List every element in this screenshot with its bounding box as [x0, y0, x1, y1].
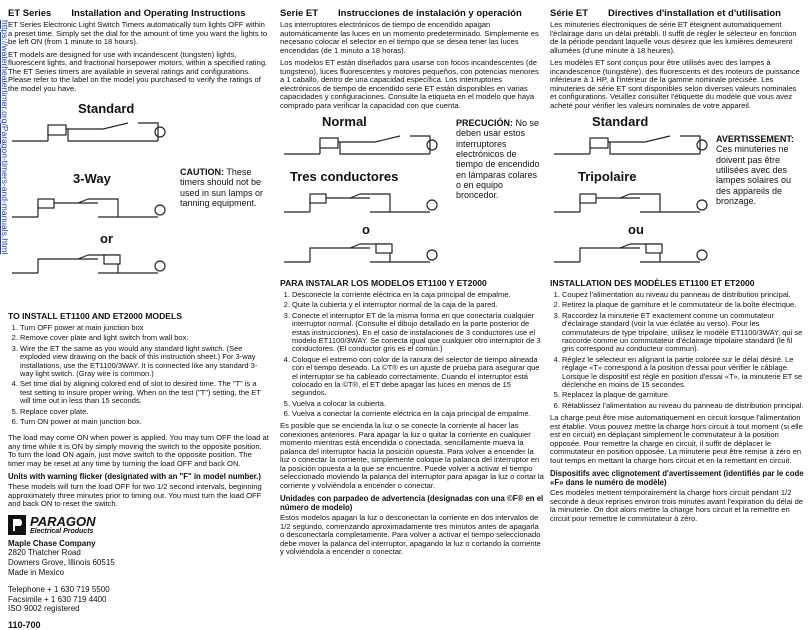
spanish-step-3: 3. Conecte el interruptor ET de la misma forma en que conectaría cualquier interruptor normal. (Consulte el dibujo detallado en la parte posterior de estas instrucciones). En el caso de instalaciones de 3 conductores use el modelo ET1100/3WAY. Se conecta igual que cualquier otro interruptor de 3 conductores. (El conductor gris es el común.)	[292, 312, 544, 354]
french-flicker-text: Ces modèles mettent temporairement la charge hors circuit pendant 1/2 seconde à deux reprises environ trois minutes avant l'expiration du délai de la minuterie. On doit alors mettre la charge hors circuit et la remettre en circuit pour remettre le commutateur à zéro.	[550, 488, 804, 523]
paragon-logo	[8, 515, 270, 535]
spanish-step-1: 1. Desconecte la corriente eléctrica en la caja principal de empalme.	[292, 291, 544, 299]
diagram-standard-label: Standard	[78, 101, 135, 116]
diagram-o-label: o	[362, 222, 370, 237]
english-step-3: 3. Wire the ET the same as you would any standard light switch. (See exploded view drawing on the back of this instruction sheet.) For 3-way installations, use the ET1100/3WAY. It is connected like any standard 3-way light switch. (Gray wire is common.)	[20, 345, 270, 379]
diagram-normal-label: Normal	[322, 114, 367, 129]
diagram-3way-label: 3-Way	[73, 171, 111, 186]
spanish-flicker-text: Estos modelos apagan la luz o desconectan la corriente en dos intervalos de 1/2 segundo, comenzando aproximadamente tres minutos antes de apagarla o desconectarla completamente. Para volver a activar el tiempo seleccionado debe mover la palanca del interruptor, apagando la luz o cortando la corriente y volviéndola a encender o conectar.	[280, 513, 541, 557]
spanish-step-4: 4. Coloque el extremo con color de la ranura del selector de tiempo alineada con el tiempo deseado. La ©T® es un ajuste de prueba para asegurar que el interruptor se ha cableado correctamente. Cuando el interruptor está colocado en la ©T®, el ET debe apagar las luces en menos de 15 segundos.	[292, 356, 544, 398]
french-install-heading: INSTALLATION DES MODÈLES ET1100 ET ET2000	[550, 278, 755, 288]
document-code: 110-700	[8, 619, 41, 630]
company-facsimile: Facsimile + 1 630 719 4400	[8, 594, 107, 604]
watermark-link-text[interactable]: https://waterheatertimer.org/Paragon-timers-and-manuals.html	[0, 20, 10, 255]
french-flicker-heading: Dispositifs avec clignotement d'avertissement (identifiés par le code «F» dans le numéro de modèle)	[550, 469, 804, 488]
french-caution-label: AVERTISSEMENT:	[716, 134, 794, 144]
company-address	[8, 539, 270, 577]
french-intro-2: Les modèles ET sont conçus pour être utilisés avec des lampes à incandescence (tungstène), des fluorescents et des moteurs de puissance inférieure à 1 HP, à l'intérieur de la gamme nominale précisée. Les minuteries de série ET sont disponibles selon diverses valeurs nominales et configurations. Veuillez consulter l'étiquette du modèle que vous avez acheté pour vérifier les valeurs nominales de votre appareil.	[550, 58, 800, 110]
normal-wiring-diagram	[280, 132, 440, 162]
english-series: ET Series	[8, 8, 52, 19]
french-header	[550, 8, 804, 19]
spanish-load-text: Es posible que se encienda la luz o se conecte la corriente al hacer las conexiones anteriores. Para apagar la luz o quitar la corriente en cualquier momento mientras está encendida o conectada, sencillamente mueva la palanca del interruptor hacia la posición opuesta. Para volver a encender la luz o conectar la corriente, simplemente coloque la palanca del interruptor en la posición opuesta a la que se encuentre. Puede volver a activar el tiempo seleccionado moviendo la palanca del interruptor para apagar la luz o cortar la corriente y volviéndola a encender o conectar.	[280, 421, 544, 490]
standard-wiring-diagram	[8, 119, 168, 149]
english-caution-text: These timers should not be used in sun lamps or tanning equipment.	[180, 167, 264, 209]
english-caution-label: CAUTION:	[180, 167, 224, 177]
french-step-1: 1. Coupez l'alimentation au niveau du panneau de distribution principal.	[562, 291, 804, 299]
spanish-steps	[280, 291, 544, 418]
french-load-text: La charge peut être mise automatiquement en circuit lorsque l'alimentation est établie. Vous pouvez mettre la charge hors circuit à tout moment (si elle est en circuit) en déplaçant simplement le commutateur à la position opposée. Pour remettre la charge en circuit, il suffit de déplacer le commutateur en position opposée. La minuterie peut être remise à zéro en tout temps en mettant la charge hors circuit et en la remettant en circuit.	[550, 413, 803, 465]
english-flicker-text: These models will turn the load OFF for two 1/2 second intervals, beginning approximately three minutes prior to timing out. You must turn the load OFF and back ON to reset the switch.	[8, 482, 262, 509]
english-intro-2: ET models are designed for use with incandescent (tungsten) lights, fluorescent lights, and fractional horsepower motors, within a specified rating. The ET Series timers are available in several ratings and configurations. Please refer to the label on the model you purchased to verify the ratings of the model you have.	[8, 49, 268, 93]
3way-wiring-diagram-2	[8, 251, 168, 281]
company-contact	[8, 585, 270, 614]
spanish-title: Instrucciones de instalación y operación	[338, 8, 522, 19]
tripolaire-wiring-diagram-2	[550, 240, 710, 270]
english-header	[8, 8, 270, 19]
spanish-wiring-diagrams	[280, 114, 544, 274]
french-wiring-diagrams	[550, 114, 804, 274]
diagram-standard-fr-label: Standard	[592, 114, 649, 129]
english-step-5: 5. Replace cover plate.	[20, 408, 270, 416]
spanish-caution	[456, 118, 544, 201]
english-steps	[8, 324, 270, 426]
english-step-6: 6. Turn ON power at main junction box.	[20, 418, 270, 426]
diagram-ou-label: ou	[628, 222, 644, 237]
french-step-4: 4. Réglez le sélecteur en alignant la partie colorée sur le délai désiré. Le réglage «T» correspond à la position d'essai pour vérifier le câblage. Lorsque le dispositif est réglé en position d'essai «T», la minuterie ET se déclenche en moins de 15 secondes.	[562, 356, 804, 390]
spanish-step-5: 5. Vuelva a colocar la cubierta.	[292, 400, 544, 408]
english-step-2: 2. Remove cover plate and light switch from wall box.	[20, 334, 270, 342]
spanish-flicker-heading: Unidades con parpadeo de advertencia (designadas con una ©F® en el número de modelo)	[280, 494, 544, 513]
french-step-6: 6. Rétablissez l'alimentation au niveau du panneau de distribution principal.	[562, 402, 804, 410]
company-telephone: Telephone + 1 630 719 5500	[8, 585, 110, 595]
french-title: Directives d'installation et d'utilisation	[608, 8, 781, 19]
paragon-logo-icon	[8, 515, 26, 535]
spanish-intro-1: Los interruptores electrónicos de tiempo de encendido apagan automáticamente las luces en un momento predeterminado. Simplemente es necesario colocar el selector en el tiempo que se desea tener las luces encendidas (de 1 minuto a 18 horas).	[280, 20, 539, 55]
spanish-caution-label: PRECUCIÓN:	[456, 118, 514, 128]
3way-wiring-diagram-1	[8, 195, 168, 225]
paragon-brand	[30, 515, 95, 535]
company-street: 2820 Thatcher Road	[8, 548, 81, 558]
english-step-4: 4. Set time dial by aligning colored end of slot to desired time. The "T" is a test setting to insure proper wiring. When on the test ("T") setting, the ET will time out in less than 15 seconds.	[20, 380, 270, 405]
spanish-step-6: 6. Vuelva a conectar la corriente eléctrica en la caja principal de empalme.	[292, 410, 544, 418]
english-install-heading: TO INSTALL ET1100 AND ET2000 MODELS	[8, 311, 182, 321]
spanish-series: Serie ET	[280, 8, 319, 19]
tripolaire-wiring-diagram-1	[550, 190, 710, 220]
company-city: Downers Grove, Illinois 60515	[8, 557, 115, 567]
english-load-text: The load may come ON when power is applied. You may turn OFF the load at any time while it is ON by simply moving the switch to the opposite position. To turn the load ON again, just move switch to the opposite position. The timer may be reset at any time by turning the load OFF and back ON.	[8, 433, 269, 468]
french-column	[550, 8, 804, 620]
company-made: Made in Mexico	[8, 567, 65, 577]
french-step-2: 2. Retirez la plaque de garniture et le commutateur de la boîte électrique.	[562, 301, 804, 309]
paragon-brand-name: PARAGON	[30, 513, 96, 529]
french-step-5: 5. Replacez la plaque de garniture.	[562, 391, 804, 399]
tres-wiring-diagram-1	[280, 190, 440, 220]
spanish-intro-2: Los modelos ET están diseñados para usarse con focos incandescentes (de tungsteno), luces fluorescentes y motores pequeños, con potencias menores a 1 caballo, dentro de una capacidad específica. Los interruptores electrónicos de tiempo de encendido serie ET están disponibles en varias capacidades y configuraciones. Consulte la etiqueta en el modelo que haya comprado para verificar la capacidad con que cuenta.	[280, 58, 539, 110]
english-caution	[180, 167, 270, 208]
paragon-brand-sub: Electrical Products	[30, 527, 94, 535]
english-column	[8, 8, 270, 630]
spanish-header	[280, 8, 544, 19]
french-series: Série ET	[550, 8, 589, 19]
english-wiring-diagrams	[8, 97, 270, 307]
company-name: Maple Chase Company	[8, 538, 96, 548]
company-iso: ISO 9002 registered	[8, 604, 80, 614]
diagram-tripolaire-label: Tripolaire	[578, 169, 637, 184]
spanish-step-2: 2. Quite la cubierta y el interruptor normal de la caja de la pared.	[292, 301, 544, 309]
french-intro-1: Les minuteries électroniques de série ET éteignent automatiquement l'éclairage dans un délai prétabli. Il suffit de régler le sélecteur en fonction de la période pendant laquelle vous désirez que les lumières demeurent allumées (d'une minute à 18 heures).	[550, 20, 797, 55]
tres-wiring-diagram-2	[280, 240, 440, 270]
standard-fr-wiring-diagram	[550, 132, 710, 162]
spanish-caution-text: No se deben usar estos interruptores electrónicos de tiempo de encendido en lámparas colares o en equipo broncedor.	[456, 118, 540, 201]
spanish-install-heading: PARA INSTALAR LOS MODELOS ET1100 Y ET2000	[280, 278, 487, 288]
french-steps	[550, 291, 804, 410]
french-caution-text: Ces minuteries ne doivent pas être utilisées avec des lampes solaires ou des appareils de bronzage.	[716, 144, 792, 207]
english-intro-1: ET Series Electronic Light Switch Timers automatically turn lights OFF within a preset time. Simply set the dial for the amount of time you want the lights to be left ON (from 1 minute to 18 hours).	[8, 20, 268, 46]
french-step-3: 3. Raccordez la minuterie ET exactement comme un commutateur d'éclairage standard (voir la vue éclatée au verso). Pour les commutateurs de type tripolaire, utilisez le modèle ET1100/3WAY, qui se raccorde comme un commutateur d'éclairage tripolaire standard (le fil gris correspond au conducteur commun).	[562, 312, 804, 354]
english-step-1: 1. Turn OFF power at main junction box	[20, 324, 270, 332]
english-flicker-heading: Units with warning flicker (designated with an "F" in model number.)	[8, 472, 262, 482]
diagram-or-label: or	[100, 231, 113, 246]
english-title: Installation and Operating Instructions	[71, 8, 246, 19]
spanish-column	[280, 8, 544, 620]
french-caution	[716, 134, 804, 206]
diagram-tres-label: Tres conductores	[290, 169, 399, 184]
